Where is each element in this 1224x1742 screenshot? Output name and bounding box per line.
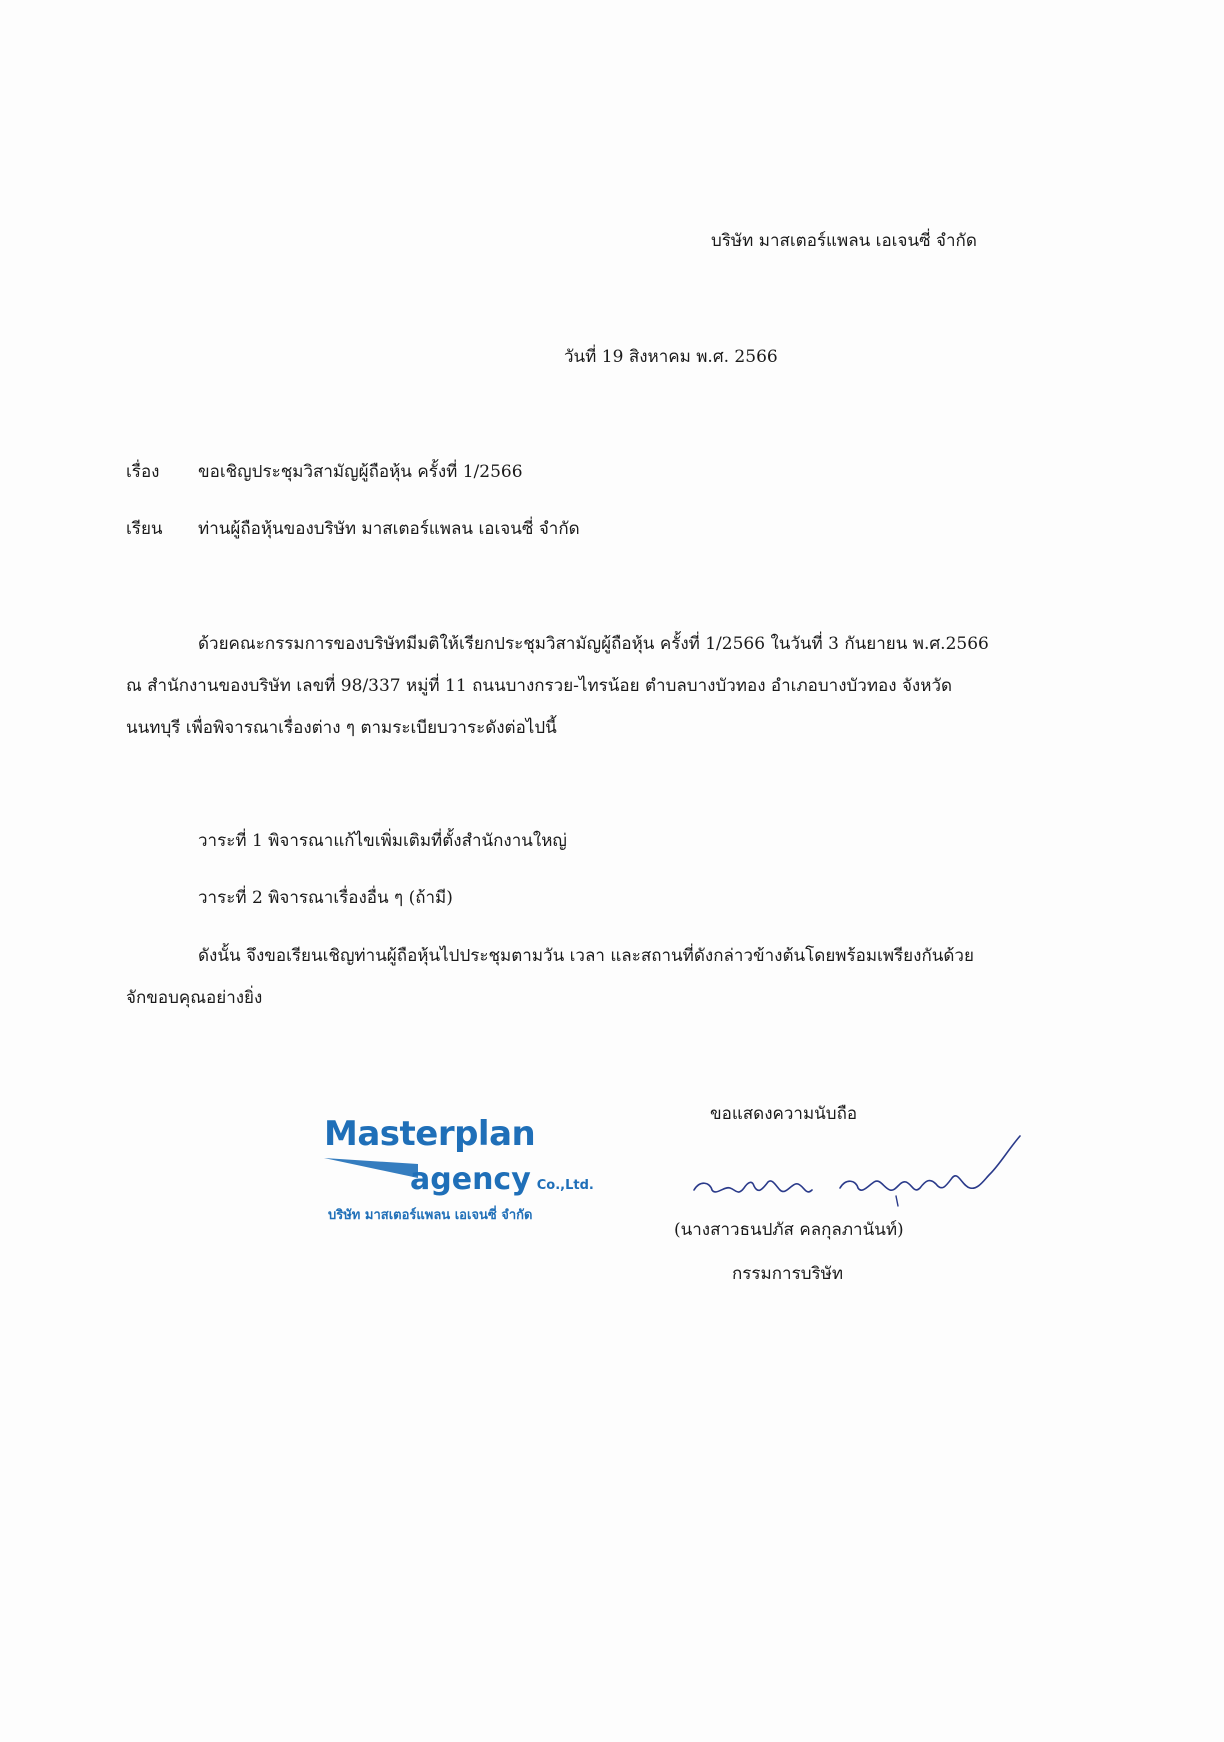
stamp-suffix: Co.,Ltd. bbox=[536, 1178, 594, 1193]
letter-date: วันที่ 19 สิงหาคม พ.ศ. 2566 bbox=[564, 347, 778, 367]
signatory-name: (นางสาวธนปภัส คลกุลภานันท์) bbox=[674, 1220, 904, 1240]
stamp-line2: agency bbox=[410, 1162, 531, 1197]
subject-label: เรื่อง bbox=[126, 462, 160, 482]
agenda-item-1: วาระที่ 1 พิจารณาแก้ไขเพิ่มเติมที่ตั้งสำนักงานใหญ่ bbox=[198, 831, 567, 851]
company-stamp bbox=[318, 1114, 594, 1229]
company-header: บริษัท มาสเตอร์แพลน เอเจนซี่ จำกัด bbox=[711, 231, 977, 251]
stamp-thai-name: บริษัท มาสเตอร์แพลน เอเจนซี่ จำกัด bbox=[328, 1208, 533, 1223]
body-paragraph1-line3: นนทบุรี เพื่อพิจารณาเรื่องต่าง ๆ ตามระเบียบวาระดังต่อไปนี้ bbox=[126, 718, 557, 738]
agenda-item-2: วาระที่ 2 พิจารณาเรื่องอื่น ๆ (ถ้ามี) bbox=[198, 888, 453, 908]
closing-salutation: ขอแสดงความนับถือ bbox=[710, 1104, 858, 1124]
signatory-title: กรรมการบริษัท bbox=[732, 1264, 844, 1284]
stamp-line1: Masterplan bbox=[324, 1114, 536, 1154]
subject-text: ขอเชิญประชุมวิสามัญผู้ถือหุ้น ครั้งที่ 1/2566 bbox=[198, 462, 523, 482]
body-paragraph2-line1: ดังนั้น จึงขอเรียนเชิญท่านผู้ถือหุ้นไปประชุมตามวัน เวลา และสถานที่ดังกล่าวข้างต้นโดยพร้อมเพรียงกันด้วย bbox=[198, 946, 974, 966]
body-paragraph2-line2: จักขอบคุณอย่างยิ่ง bbox=[126, 988, 263, 1008]
recipient-text: ท่านผู้ถือหุ้นของบริษัท มาสเตอร์แพลน เอเจนซี่ จำกัด bbox=[198, 519, 580, 539]
body-paragraph1-line2: ณ สำนักงานของบริษัท เลขที่ 98/337 หมู่ที่ 11 ถนนบางกรวย-ไทรน้อย ตำบลบางบัวทอง อำเภอบางบัวทอง จังหวัด bbox=[126, 676, 953, 696]
recipient-label: เรียน bbox=[126, 519, 163, 539]
body-paragraph1-line1: ด้วยคณะกรรมการของบริษัทมีมติให้เรียกประชุมวิสามัญผู้ถือหุ้น ครั้งที่ 1/2566 ในวันที่ 3 กันยายน พ.ศ.2566 bbox=[198, 634, 989, 654]
handwritten-signature bbox=[690, 1130, 1040, 1210]
stamp-swoosh-icon bbox=[322, 1154, 422, 1184]
